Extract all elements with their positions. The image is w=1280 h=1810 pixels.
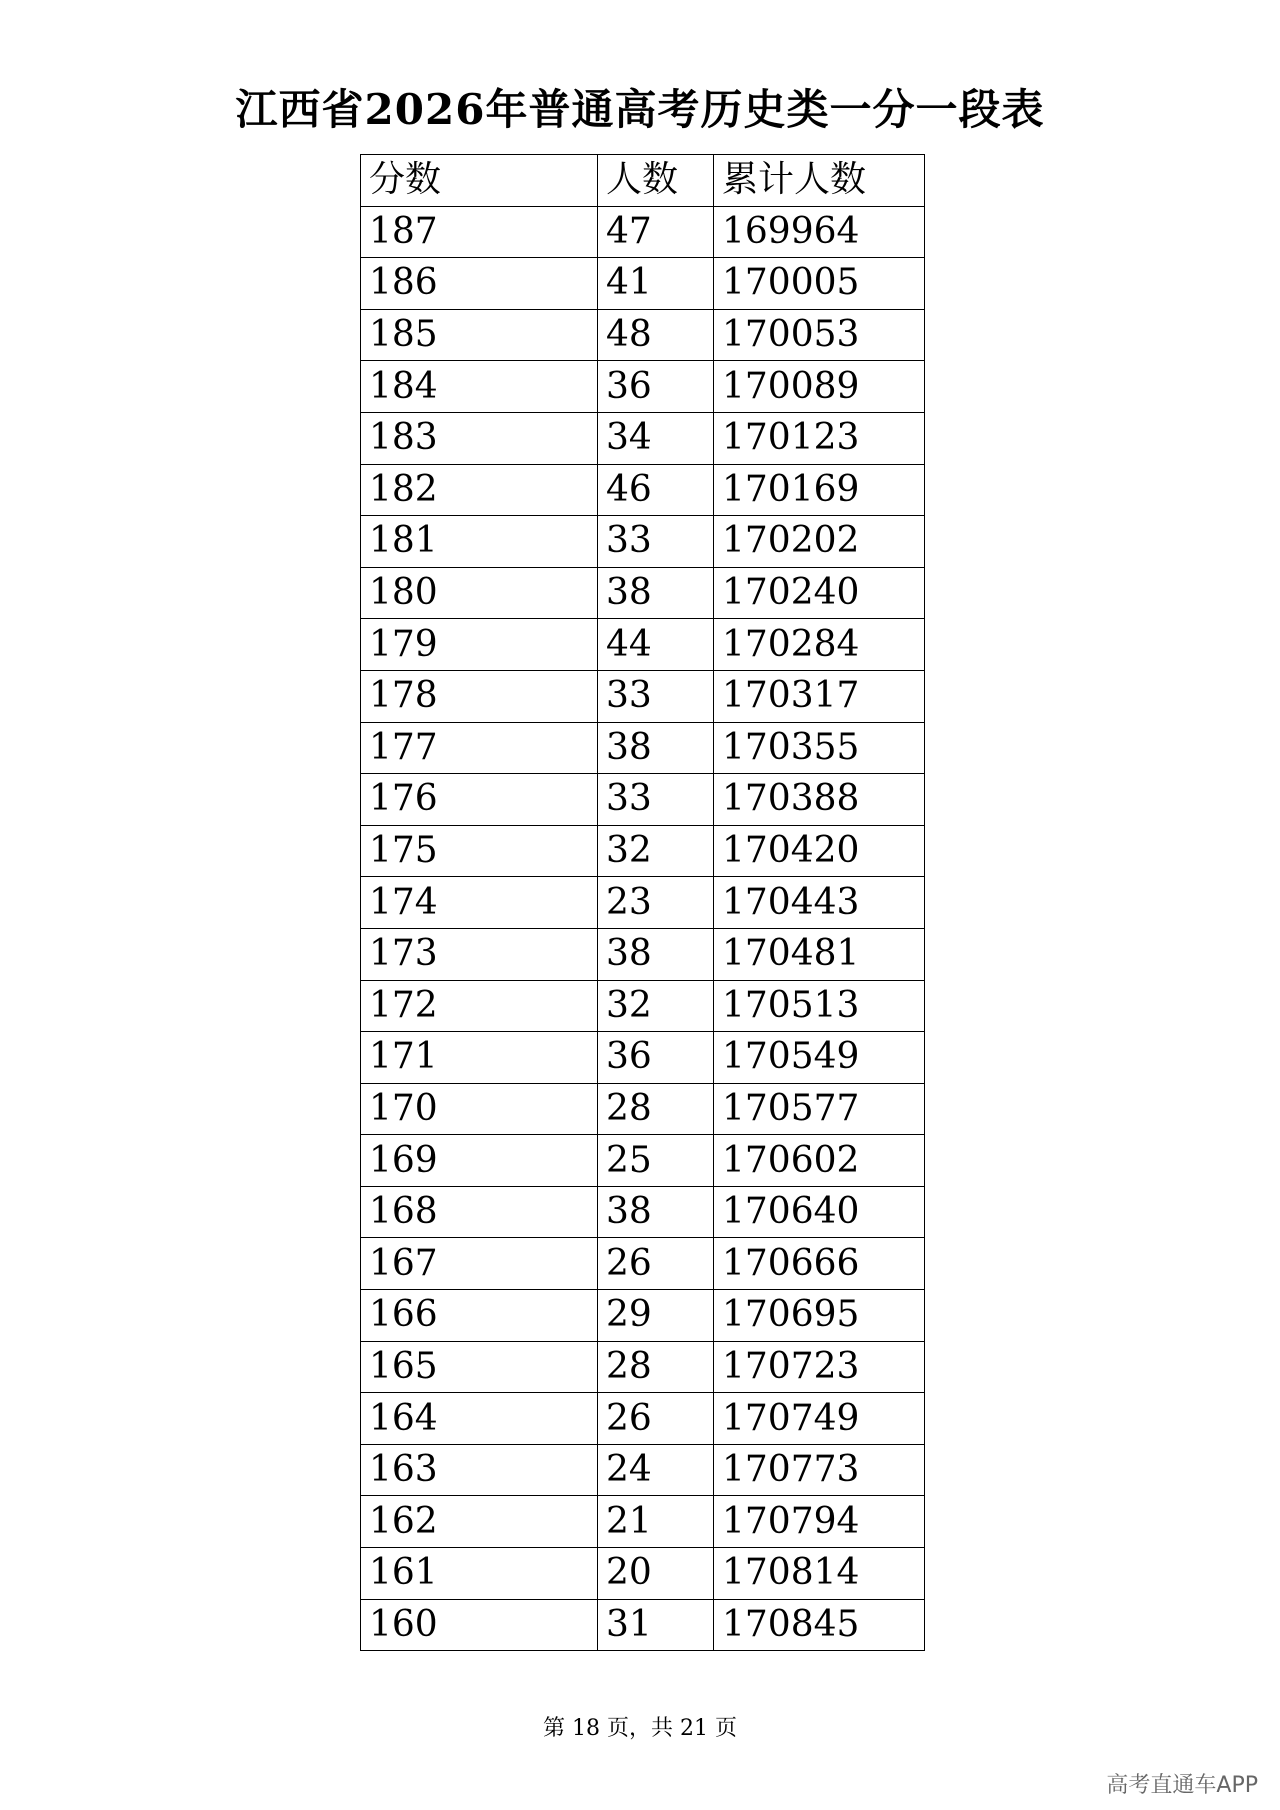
score-cell: 160 [361, 1599, 598, 1651]
count-cell: 28 [598, 1083, 714, 1135]
cumulative-cell: 170481 [714, 928, 925, 980]
count-cell: 29 [598, 1290, 714, 1342]
cumulative-cell: 170549 [714, 1032, 925, 1084]
count-cell: 31 [598, 1599, 714, 1651]
table-header [361, 155, 925, 207]
count-cell: 32 [598, 980, 714, 1032]
score-cell: 184 [361, 361, 598, 413]
score-cell: 166 [361, 1290, 598, 1342]
cumulative-cell: 170089 [714, 361, 925, 413]
score-cell: 175 [361, 825, 598, 877]
score-cell: 186 [361, 258, 598, 310]
count-cell: 46 [598, 464, 714, 516]
score-cell: 162 [361, 1496, 598, 1548]
table-row [361, 1444, 925, 1496]
count-cell: 38 [598, 1186, 714, 1238]
count-cell: 36 [598, 1032, 714, 1084]
count-cell: 41 [598, 258, 714, 310]
score-cell: 174 [361, 877, 598, 929]
cumulative-cell: 170240 [714, 567, 925, 619]
cumulative-cell: 170773 [714, 1444, 925, 1496]
count-cell: 21 [598, 1496, 714, 1548]
table-row [361, 980, 925, 1032]
count-cell: 38 [598, 567, 714, 619]
score-cell: 179 [361, 619, 598, 671]
count-cell: 26 [598, 1238, 714, 1290]
table-row [361, 1135, 925, 1187]
score-cell: 178 [361, 670, 598, 722]
table-row [361, 1032, 925, 1084]
score-cell: 165 [361, 1341, 598, 1393]
table-row [361, 258, 925, 310]
cumulative-cell: 170577 [714, 1083, 925, 1135]
count-cell: 33 [598, 516, 714, 568]
cumulative-cell: 170005 [714, 258, 925, 310]
count-cell: 25 [598, 1135, 714, 1187]
score-cell: 185 [361, 309, 598, 361]
cumulative-cell: 169964 [714, 206, 925, 258]
table-row [361, 877, 925, 929]
watermark: 高考直通车APP [1106, 1773, 1258, 1798]
table-row [361, 1548, 925, 1600]
cumulative-cell: 170749 [714, 1393, 925, 1445]
score-cell: 173 [361, 928, 598, 980]
table-row [361, 309, 925, 361]
table-body [361, 206, 925, 1651]
table-row [361, 1341, 925, 1393]
count-cell: 33 [598, 774, 714, 826]
table-row [361, 1393, 925, 1445]
table-row [361, 670, 925, 722]
cumulative-cell: 170123 [714, 412, 925, 464]
cumulative-cell: 170355 [714, 722, 925, 774]
table-row [361, 1238, 925, 1290]
score-cell: 187 [361, 206, 598, 258]
count-cell: 20 [598, 1548, 714, 1600]
count-cell: 26 [598, 1393, 714, 1445]
count-cell: 47 [598, 206, 714, 258]
cumulative-cell: 170420 [714, 825, 925, 877]
score-cell: 172 [361, 980, 598, 1032]
cumulative-cell: 170388 [714, 774, 925, 826]
table-row [361, 1290, 925, 1342]
score-cell: 163 [361, 1444, 598, 1496]
count-cell: 48 [598, 309, 714, 361]
page-title: 江西省2026年普通高考历史类一分一段表 [235, 85, 1045, 134]
score-cell: 176 [361, 774, 598, 826]
score-cell: 164 [361, 1393, 598, 1445]
header-cumulative: 累计人数 [714, 155, 925, 207]
count-cell: 24 [598, 1444, 714, 1496]
cumulative-cell: 170794 [714, 1496, 925, 1548]
score-cell: 161 [361, 1548, 598, 1600]
count-cell: 38 [598, 928, 714, 980]
cumulative-cell: 170602 [714, 1135, 925, 1187]
cumulative-cell: 170814 [714, 1548, 925, 1600]
count-cell: 23 [598, 877, 714, 929]
cumulative-cell: 170723 [714, 1341, 925, 1393]
cumulative-cell: 170666 [714, 1238, 925, 1290]
cumulative-cell: 170169 [714, 464, 925, 516]
score-cell: 169 [361, 1135, 598, 1187]
table-row [361, 619, 925, 671]
table-row [361, 1496, 925, 1548]
table-row [361, 722, 925, 774]
header-score: 分数 [361, 155, 598, 207]
count-cell: 28 [598, 1341, 714, 1393]
table-row [361, 1083, 925, 1135]
score-cell: 171 [361, 1032, 598, 1084]
cumulative-cell: 170513 [714, 980, 925, 1032]
count-cell: 34 [598, 412, 714, 464]
score-cell: 180 [361, 567, 598, 619]
cumulative-cell: 170443 [714, 877, 925, 929]
score-cell: 168 [361, 1186, 598, 1238]
page-footer: 第 18 页，共 21 页 [543, 1716, 737, 1741]
count-cell: 36 [598, 361, 714, 413]
table-row [361, 516, 925, 568]
table-row [361, 361, 925, 413]
table-row [361, 1599, 925, 1651]
count-cell: 32 [598, 825, 714, 877]
score-cell: 182 [361, 464, 598, 516]
cumulative-cell: 170202 [714, 516, 925, 568]
cumulative-cell: 170640 [714, 1186, 925, 1238]
table-row [361, 928, 925, 980]
cumulative-cell: 170845 [714, 1599, 925, 1651]
cumulative-cell: 170317 [714, 670, 925, 722]
score-cell: 170 [361, 1083, 598, 1135]
table-row [361, 774, 925, 826]
count-cell: 44 [598, 619, 714, 671]
table-row [361, 567, 925, 619]
header-count: 人数 [598, 155, 714, 207]
header-row [361, 155, 925, 207]
cumulative-cell: 170284 [714, 619, 925, 671]
count-cell: 33 [598, 670, 714, 722]
score-cell: 183 [361, 412, 598, 464]
score-cell: 181 [361, 516, 598, 568]
table-row [361, 206, 925, 258]
table-row [361, 1186, 925, 1238]
count-cell: 38 [598, 722, 714, 774]
score-cell: 177 [361, 722, 598, 774]
table-row [361, 412, 925, 464]
table-row [361, 825, 925, 877]
cumulative-cell: 170053 [714, 309, 925, 361]
cumulative-cell: 170695 [714, 1290, 925, 1342]
table-row [361, 464, 925, 516]
score-table [360, 154, 925, 1651]
score-cell: 167 [361, 1238, 598, 1290]
